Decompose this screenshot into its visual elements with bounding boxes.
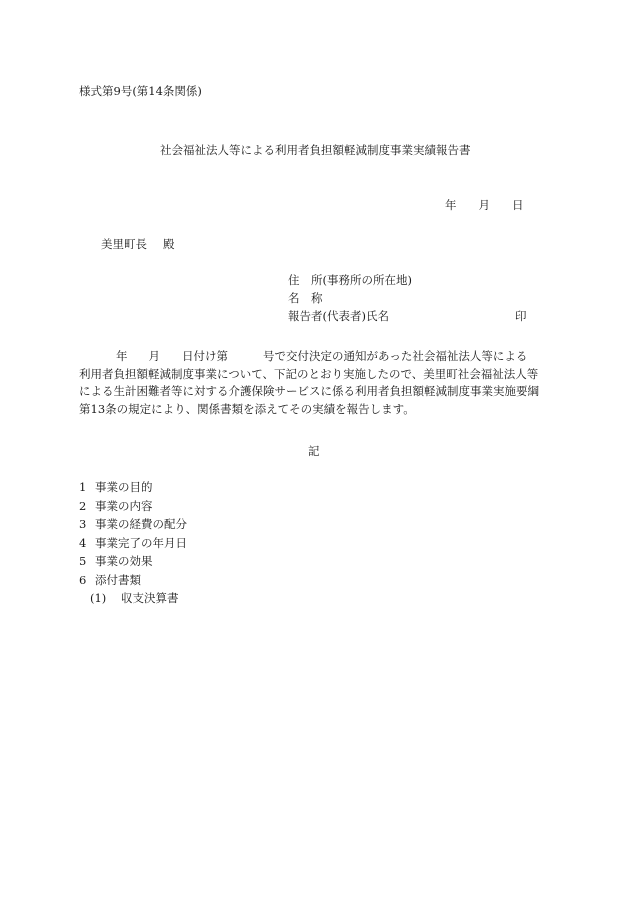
sender-address-label: 住 所(事務所の所在地) bbox=[288, 273, 412, 287]
list-item: 2 事業の内容 bbox=[79, 498, 153, 513]
body-year-label: 年 bbox=[116, 349, 128, 363]
addressee bbox=[101, 237, 175, 251]
date-day-label: 日 bbox=[512, 198, 524, 212]
date-month-label: 月 bbox=[478, 198, 490, 212]
body-line-3: による生計困難者等に対する介護保険サービスに係る利用者負担額軽減制度事業実施要綱 bbox=[79, 384, 539, 398]
list-item: 4 事業完了の年月日 bbox=[79, 535, 187, 550]
sender-address-row bbox=[288, 273, 412, 291]
form-number: 様式第9号(第14条関係) bbox=[79, 84, 202, 98]
sender-block bbox=[288, 273, 527, 327]
item-list bbox=[79, 480, 187, 610]
list-item: 5 事業の効果 bbox=[79, 554, 153, 568]
body-line-4: 第13条の規定により、関係書類を添えてその実績を報告します。 bbox=[79, 401, 415, 416]
addressee-name: 美里町長 bbox=[101, 237, 147, 251]
body-line-2: 利用者負担額軽減制度事業について、下記のとおり実施したので、美里町社会福祉法人等 bbox=[79, 366, 539, 381]
sender-name-label: 名 称 bbox=[288, 291, 323, 305]
document-title: 社会福祉法人等による利用者負担額軽減制度事業実績報告書 bbox=[160, 143, 471, 157]
list-item: 6 添付書類 bbox=[79, 572, 141, 587]
body-month-label: 月 bbox=[148, 349, 160, 363]
sender-reporter-label: 報告者(代表者)氏名 bbox=[288, 309, 389, 323]
seal-mark: 印 bbox=[515, 309, 527, 323]
body-paragraph bbox=[79, 348, 551, 418]
body-date-suffix: 日付け第 bbox=[182, 349, 228, 363]
body-line-1 bbox=[79, 348, 551, 366]
list-item: 1 事業の目的 bbox=[79, 480, 153, 494]
date-year-label: 年 bbox=[445, 198, 457, 212]
ki-heading: 記 bbox=[308, 444, 320, 458]
sender-name-row bbox=[288, 291, 412, 309]
sub-list-item: (1) 収支決算書 bbox=[90, 591, 179, 605]
addressee-honorific: 殿 bbox=[163, 237, 175, 251]
body-line-1-rest: 号で交付決定の通知があった社会福祉法人等による bbox=[263, 349, 528, 363]
list-item: 3 事業の経費の配分 bbox=[79, 517, 187, 531]
sender-reporter-row bbox=[288, 309, 527, 327]
date-line bbox=[445, 198, 524, 212]
